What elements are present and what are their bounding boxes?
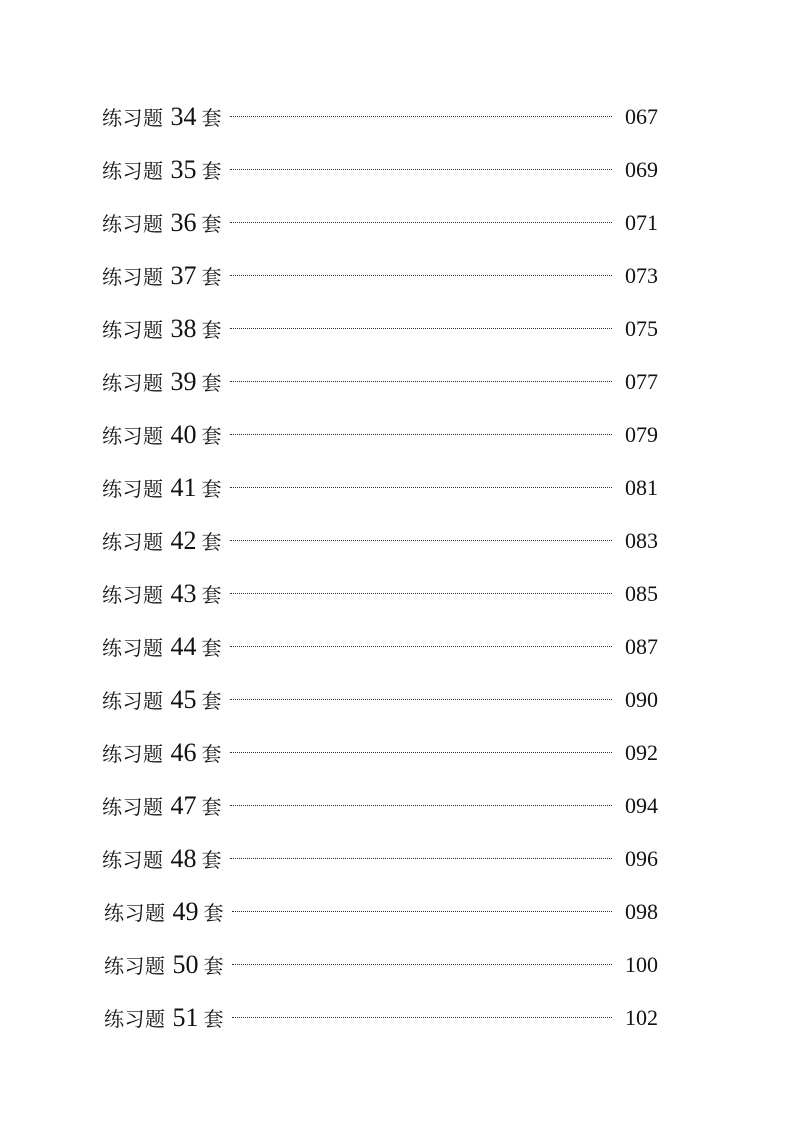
toc-entry[interactable] xyxy=(104,991,658,1044)
toc-entry-suffix: 套 xyxy=(201,212,222,236)
toc-entry[interactable] xyxy=(102,461,658,514)
toc-entry[interactable] xyxy=(102,726,658,779)
toc-entry-suffix: 套 xyxy=(201,477,222,501)
toc-entry-number: 50 xyxy=(172,949,199,979)
dot-leader xyxy=(232,1017,613,1018)
toc-entry[interactable] xyxy=(102,408,658,461)
toc-entry[interactable] xyxy=(104,938,658,991)
toc-entry-number: 37 xyxy=(170,260,197,290)
dot-leader xyxy=(230,222,613,223)
toc-entry[interactable] xyxy=(104,885,658,938)
toc-entry-suffix: 套 xyxy=(203,954,224,978)
toc-entry-page: 092 xyxy=(625,739,658,765)
toc-entry-suffix: 套 xyxy=(201,795,222,819)
toc-entry-suffix: 套 xyxy=(201,159,222,183)
toc-entry[interactable] xyxy=(102,779,658,832)
toc-entry-prefix: 练习题 xyxy=(102,689,164,713)
toc-entry-prefix: 练习题 xyxy=(102,424,164,448)
toc-entry-prefix: 练习题 xyxy=(102,583,164,607)
toc-entry-prefix: 练习题 xyxy=(102,106,164,130)
dot-leader xyxy=(230,805,613,806)
dot-leader xyxy=(230,381,613,382)
toc-entry-page: 100 xyxy=(625,951,658,977)
toc-entry-prefix: 练习题 xyxy=(102,795,164,819)
toc-entry-page: 069 xyxy=(625,156,658,182)
toc-entry-page: 087 xyxy=(625,633,658,659)
toc-entry-suffix: 套 xyxy=(201,689,222,713)
toc-entry[interactable] xyxy=(102,355,658,408)
toc-entry-page: 075 xyxy=(625,315,658,341)
dot-leader xyxy=(230,699,613,700)
toc-entry-page: 085 xyxy=(625,580,658,606)
toc-entry-number: 44 xyxy=(170,631,197,661)
toc-entry-suffix: 套 xyxy=(201,583,222,607)
toc-entry-suffix: 套 xyxy=(201,265,222,289)
dot-leader xyxy=(230,487,613,488)
toc-entry-number: 46 xyxy=(170,737,197,767)
toc-entry-number: 36 xyxy=(170,207,197,237)
toc-entry-suffix: 套 xyxy=(201,848,222,872)
toc-entry-suffix: 套 xyxy=(201,742,222,766)
toc-entry-prefix: 练习题 xyxy=(102,212,164,236)
toc-entry-suffix: 套 xyxy=(201,318,222,342)
toc-entry[interactable] xyxy=(102,302,658,355)
dot-leader xyxy=(230,169,613,170)
toc-entry-page: 090 xyxy=(625,686,658,712)
toc-entry-number: 48 xyxy=(170,843,197,873)
toc-entry-page: 102 xyxy=(625,1004,658,1030)
toc-entry-suffix: 套 xyxy=(201,530,222,554)
dot-leader xyxy=(230,858,613,859)
toc-entry[interactable] xyxy=(102,567,658,620)
toc-entry-number: 38 xyxy=(170,313,197,343)
dot-leader xyxy=(230,752,613,753)
toc-entry-page: 098 xyxy=(625,898,658,924)
toc-entry-suffix: 套 xyxy=(203,1007,224,1031)
toc-entry-number: 47 xyxy=(170,790,197,820)
toc-entry[interactable] xyxy=(102,673,658,726)
toc-entry[interactable] xyxy=(102,143,658,196)
toc-entry-page: 071 xyxy=(625,209,658,235)
toc-entry-page: 081 xyxy=(625,474,658,500)
toc-entry-suffix: 套 xyxy=(201,424,222,448)
toc-entry[interactable] xyxy=(102,832,658,885)
toc-entry-prefix: 练习题 xyxy=(102,848,164,872)
toc-entry-page: 077 xyxy=(625,368,658,394)
toc-entry-number: 35 xyxy=(170,154,197,184)
toc-entry-number: 41 xyxy=(170,472,197,502)
toc-entry[interactable] xyxy=(102,514,658,567)
dot-leader xyxy=(230,540,613,541)
toc-entry-number: 42 xyxy=(170,525,197,555)
toc-entry-page: 096 xyxy=(625,845,658,871)
toc-entry-suffix: 套 xyxy=(201,371,222,395)
toc-entry-prefix: 练习题 xyxy=(104,901,166,925)
toc-entry-prefix: 练习题 xyxy=(102,371,164,395)
dot-leader xyxy=(230,646,613,647)
toc-entry-prefix: 练习题 xyxy=(104,954,166,978)
dot-leader xyxy=(230,116,613,117)
dot-leader xyxy=(230,275,613,276)
toc-entry-page: 083 xyxy=(625,527,658,553)
toc-entry-number: 34 xyxy=(170,101,197,131)
toc-entry-prefix: 练习题 xyxy=(102,742,164,766)
toc-entry[interactable] xyxy=(102,196,658,249)
toc-entry-number: 49 xyxy=(172,896,199,926)
toc-entry-prefix: 练习题 xyxy=(102,265,164,289)
dot-leader xyxy=(230,328,613,329)
toc-entry-number: 51 xyxy=(172,1002,199,1032)
toc-entry-suffix: 套 xyxy=(201,636,222,660)
toc-entry-prefix: 练习题 xyxy=(104,1007,166,1031)
toc-entry-prefix: 练习题 xyxy=(102,530,164,554)
dot-leader xyxy=(232,911,613,912)
toc-entry-page: 067 xyxy=(625,103,658,129)
toc-entry-number: 45 xyxy=(170,684,197,714)
toc-entry-number: 40 xyxy=(170,419,197,449)
toc-entry[interactable] xyxy=(102,249,658,302)
toc-entry[interactable] xyxy=(102,620,658,673)
toc-entry-page: 079 xyxy=(625,421,658,447)
toc-entry-prefix: 练习题 xyxy=(102,636,164,660)
toc-entry-prefix: 练习题 xyxy=(102,477,164,501)
toc-entry[interactable] xyxy=(102,90,658,143)
toc-entry-number: 43 xyxy=(170,578,197,608)
toc-entry-suffix: 套 xyxy=(201,106,222,130)
toc-entry-prefix: 练习题 xyxy=(102,159,164,183)
toc-entry-page: 073 xyxy=(625,262,658,288)
table-of-contents xyxy=(102,90,658,1044)
toc-entry-prefix: 练习题 xyxy=(102,318,164,342)
dot-leader xyxy=(232,964,613,965)
toc-entry-suffix: 套 xyxy=(203,901,224,925)
toc-entry-number: 39 xyxy=(170,366,197,396)
dot-leader xyxy=(230,593,613,594)
dot-leader xyxy=(230,434,613,435)
toc-entry-page: 094 xyxy=(625,792,658,818)
